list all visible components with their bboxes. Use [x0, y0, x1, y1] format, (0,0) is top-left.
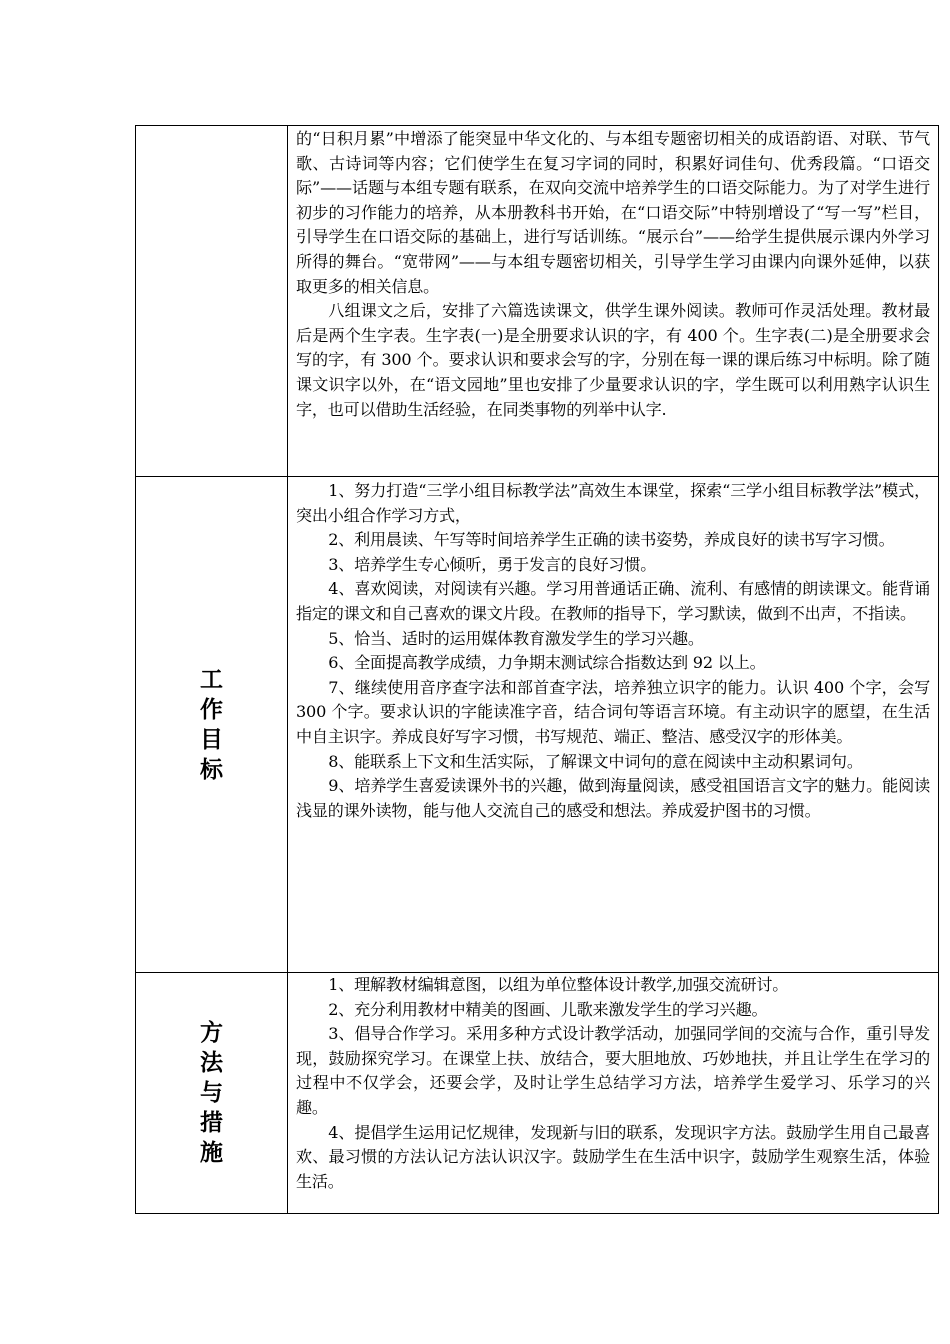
content-cell-textbook — [288, 126, 939, 477]
goal-item: 6、全面提高教学成绩，力争期末测试综合指数达到 92 以上。 — [328, 653, 766, 673]
goal-item: 4、喜欢阅读，对阅读有兴趣。学习用普通话正确、流利、有感情的朗读课文。能背诵指定的课文和自己喜欢的课文片段。在教师的指导下，学习默读，做到不出声，不指读。 — [296, 579, 930, 623]
method-item: 2、充分利用教材中精美的图画、儿歌来激发学生的学习兴趣。 — [328, 999, 768, 1019]
content-cell-work-goals — [288, 477, 939, 973]
goal-item: 5、恰当、适时的运用媒体教育激发学生的学习兴趣。 — [328, 628, 704, 648]
method-item: 1、理解教材编辑意图，以组为单位整体设计教学,加强交流研讨。 — [328, 975, 789, 994]
goal-item: 9、培养学生喜爱读课外书的兴趣，做到海量阅读，感受祖国语言文字的魅力。能阅读浅显的课外读物，能与他人交流自己的感受和想法。养成爱护图书的习惯。 — [296, 776, 930, 820]
paragraph: 的“日积月累”中增添了能突显中华文化的、与本组专题密切相关的成语韵语、对联、节气歌、古诗词等内容；它们使学生在复习字词的同时，积累好词佳句、优秀段篇。“口语交际”——话题与本组专题有联系，在双向交流中培养学生的口语交际能力。为了对学生进行初步的习作能力的培养，从本册教科书开始，在“口语交际”中特别增设了“写一写”栏目，引导学生在口语交际的基础上，进行写话训练。“展示台”——给学生提供展示课内外学习所得的舞台。“宽带网”——与本组专题密切相关，引导学生学习由课内向课外延伸，以获取更多的相关信息。 — [296, 129, 930, 296]
row-label-cell — [136, 477, 288, 973]
method-item: 3、倡导合作学习。采用多种方式设计教学活动，加强同学间的交流与合作，重引导发现，鼓励探究学习。在课堂上扶、放结合，要大胆地放、巧妙地扶，并且让学生在学习的过程中不仅学会，还要会学，及时让学生总结学习方法，培养学生爱学习、乐学习的兴趣。 — [296, 1024, 930, 1117]
table-row-textbook-content — [136, 126, 939, 477]
row-label-methods: 方法与措施 — [200, 1020, 223, 1166]
goal-item: 2、利用晨读、午写等时间培养学生正确的读书姿势，养成良好的读书写字习惯。 — [328, 530, 895, 550]
goal-item: 1、努力打造“三学小组目标教学法”高效生本课堂，探索“三学小组目标教学法”模式，突出小组合作学习方式， — [296, 481, 930, 525]
row-label-work-goals: 工作目标 — [200, 666, 223, 783]
table-row-work-goals — [136, 477, 939, 973]
goal-item: 8、能联系上下文和生活实际，了解课文中词句的意在阅读中主动积累词句。 — [328, 751, 863, 771]
method-item: 4、提倡学生运用记忆规律，发现新与旧的联系，发现识字方法。鼓励学生用自己最喜欢、最习惯的方法认记方法认识汉字。鼓励学生在生活中识字，鼓励学生观察生活，体验生活。 — [296, 1122, 930, 1191]
goal-item: 3、培养学生专心倾听，勇于发言的良好习惯。 — [328, 554, 657, 574]
row-label-cell — [136, 973, 288, 1214]
goal-item: 7、继续使用音序查字法和部首查字法，培养独立识字的能力。认识 400 个字，会写 300 个字。要求认识的字能读准字音，结合词句等语言环境。有主动识字的愿望，在生活中自主识字。养成良好写字习惯，书写规范、端正、整洁、感受汉字的形体美。 — [296, 677, 930, 746]
paragraph: 八组课文之后，安排了六篇选读课文，供学生课外阅读。教师可作灵活处理。教材最后是两个生字表。生字表(一)是全册要求认识的字，有 400 个。生字表(二)是全册要求会写的字，有 300 个。要求认识和要求会写的字，分别在每一课的课后练习中标明。除了随课文识字以外，在“语文园地”里也安排了少量要求认识的字，学生既可以利用熟字认识生字，也可以借助生活经验，在同类事物的列举中认字. — [296, 301, 930, 419]
teaching-plan-table — [135, 125, 939, 1214]
content-cell-methods — [288, 973, 939, 1214]
table-row-methods — [136, 973, 939, 1214]
row-label-cell — [136, 126, 288, 477]
